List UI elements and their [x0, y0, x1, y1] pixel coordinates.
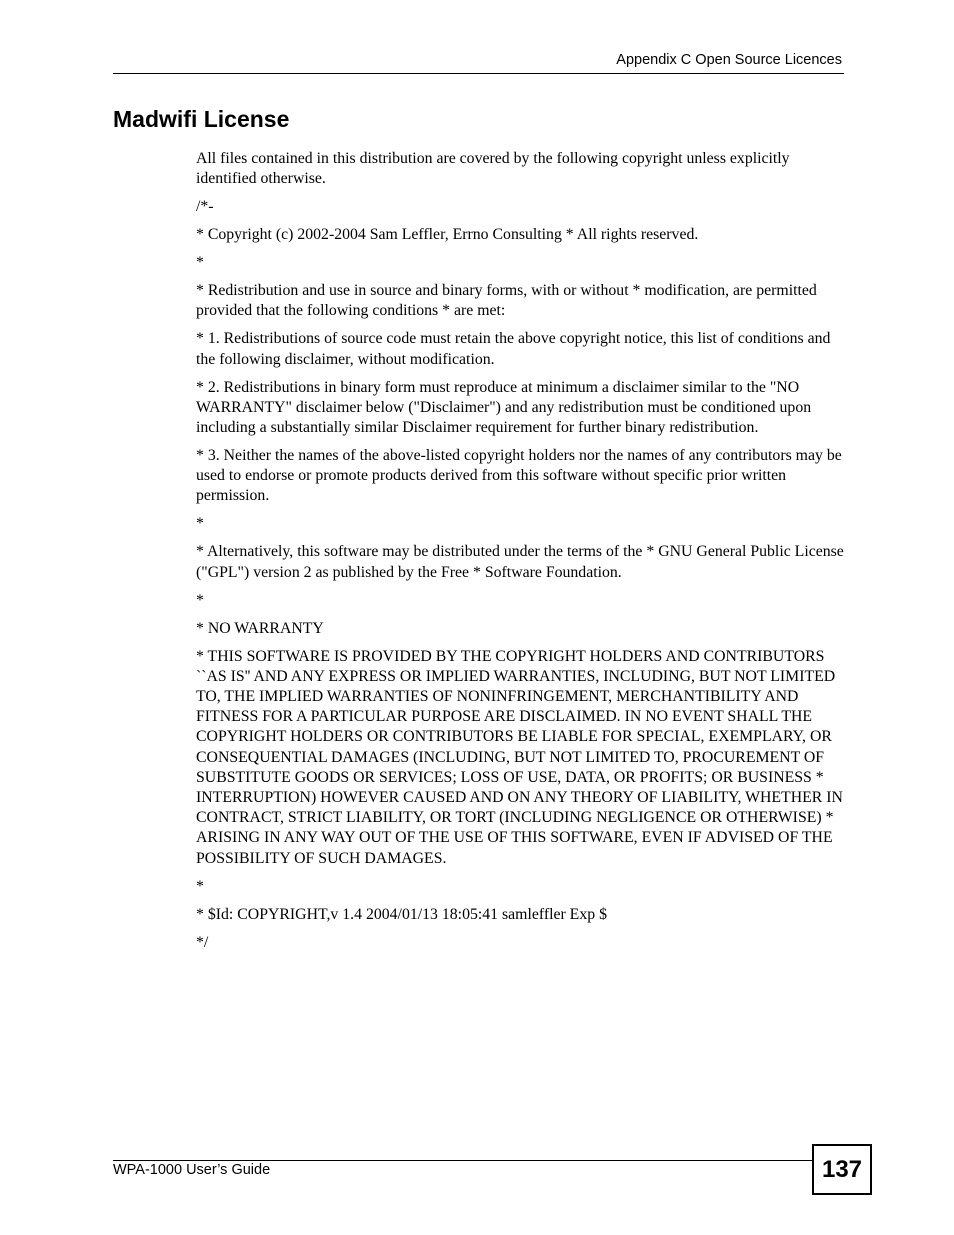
- license-paragraph: * Alternatively, this software may be distributed under the terms of the * GNU General Public License ("GPL") version 2 as published by the Free * Software Foundation.: [196, 543, 844, 581]
- license-paragraph: * Redistribution and use in source and binary forms, with or without * modification, are permitted provided that the following conditions * are met:: [196, 282, 817, 320]
- license-paragraph: *: [196, 877, 204, 895]
- license-paragraph: *: [196, 254, 204, 272]
- running-header: Appendix C Open Source Licences: [616, 52, 842, 68]
- license-paragraph: * 3. Neither the names of the above-listed copyright holders nor the names of any contributors may be used to endorse or promote products derived from this software without specific prior written permission.: [196, 447, 842, 505]
- license-paragraph: * Copyright (c) 2002-2004 Sam Leffler, Errno Consulting * All rights reserved.: [196, 226, 699, 244]
- page-title: Madwifi License: [113, 106, 290, 132]
- license-paragraph: All files contained in this distribution are covered by the following copyright unless explicitly identified otherwise.: [196, 150, 790, 188]
- license-paragraph: * THIS SOFTWARE IS PROVIDED BY THE COPYRIGHT HOLDERS AND CONTRIBUTORS ``AS IS'' AND ANY EXPRESS OR IMPLIED WARRANTIES, INCLUDING, BUT NOT LIMITED TO, THE IMPLIED WARRANTIES OF NONINFRINGEMENT, MERCHANTIBILITY AND FITNESS FOR A PARTICULAR PURPOSE ARE DISCLAIMED. IN NO EVENT SHALL THE COPYRIGHT HOLDERS OR CONTRIBUTORS BE LIABLE FOR SPECIAL, EXEMPLARY, OR CONSEQUENTIAL DAMAGES (INCLUDING, BUT NOT LIMITED TO, PROCUREMENT OF SUBSTITUTE GOODS OR SERVICES; LOSS OF USE, DATA, OR PROFITS; OR BUSINESS * INTERRUPTION) HOWEVER CAUSED AND ON ANY THEORY OF LIABILITY, WHETHER IN CONTRACT, STRICT LIABILITY, OR TORT (INCLUDING NEGLIGENCE OR OTHERWISE) * ARISING IN ANY WAY OUT OF THE USE OF THIS SOFTWARE, EVEN IF ADVISED OF THE POSSIBILITY OF SUCH DAMAGES.: [196, 647, 843, 867]
- license-paragraph: *: [196, 515, 204, 533]
- guide-title: WPA-1000 User’s Guide: [113, 1162, 271, 1178]
- header-divider: [113, 73, 844, 74]
- page-number: 137: [812, 1144, 872, 1195]
- license-paragraph: /*-: [196, 198, 214, 216]
- license-paragraph: * 1. Redistributions of source code must retain the above copyright notice, this list of conditions and the following disclaimer, without modification.: [196, 330, 831, 368]
- license-body: [196, 149, 846, 961]
- license-paragraph: * $Id: COPYRIGHT,v 1.4 2004/01/13 18:05:41 samleffler Exp $: [196, 905, 607, 923]
- license-paragraph: * NO WARRANTY: [196, 619, 324, 637]
- license-paragraph: */: [196, 933, 209, 951]
- license-paragraph: * 2. Redistributions in binary form must reproduce at minimum a disclaimer similar to the "NO WARRANTY" disclaimer below ("Disclaimer") and any redistribution must be conditioned upon including a substantially similar Disclaimer requirement for further binary redistribution.: [196, 378, 812, 437]
- license-paragraph: *: [196, 591, 204, 609]
